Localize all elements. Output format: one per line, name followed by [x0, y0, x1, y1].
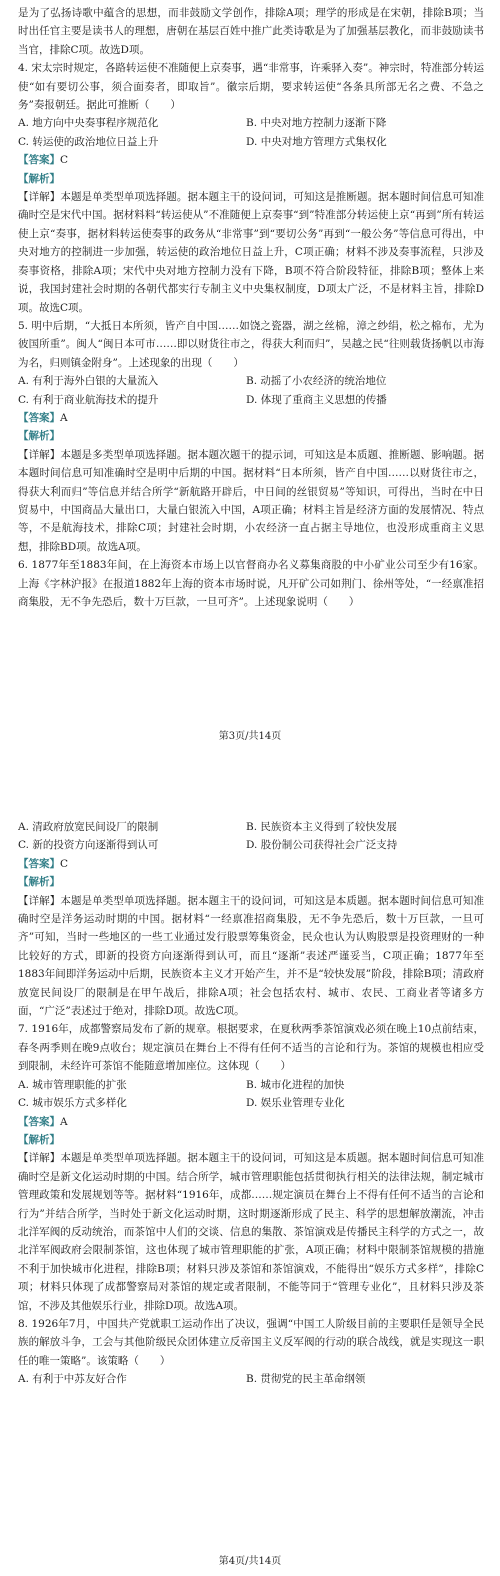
- q6-stem: 6. 1877年至1883年间，在上海资本市场上以官督商办名义募集商股的中小矿业公司至少有16家。上海《字林沪报》在报道1882年上海的资本市场时说，凡开矿公司如荆门、徐州等处，“一经禀准招商集股，无不争先恐后，数十万巨款，一旦可齐”。上述现象说明（ ）: [18, 559, 484, 608]
- q4-option-c[interactable]: C. 转运使的政治地位日益上升: [18, 135, 159, 148]
- page-3-content: [18, 4, 484, 611]
- answer-label: 【答案】: [18, 154, 60, 167]
- q5-option-c[interactable]: C. 有利于商业航海技术的提升: [18, 393, 159, 406]
- q7-detail: 【详解】本题是单类型单项选择题。据本题主干的设问词，可知这是本质题。据本题时间信息可知准确时空是新文化运动时期的中国。结合所学，城市管理职能包括贯彻执行相关的法律法规，制定城市管理政策和发展规划等等。据材料“1916年，成都……规定演员在舞台上不得有任何不适当的言论和行为”并结合所学，当时处于新文化运动时期，这时期逐渐形成了民主、科学的思想解放潮流，冲击北洋军阀的反动统治，而茶馆中人们的交谈、信息的集散、茶馆演戏是传播民主科学的方式之一，故北洋军阀政府会限制茶馆，这也体现了城市管理职能的扩张，A项正确；材料中限制茶馆规模的措施不利于加快城市化进程，排除B项；材料只涉及茶馆和茶馆演戏，不能得出“娱乐方式多样”，排除C项；材料只体现了成都警察局对茶馆的规定或者限制，不能等同于“管理专业化”，且材料只涉及茶馆，不涉及其他娱乐行业，排除D项。故选A项。: [18, 1152, 484, 1312]
- q7-option-a[interactable]: A. 城市管理职能的扩张: [18, 1078, 127, 1091]
- q5-answer-value: A: [60, 411, 68, 424]
- q6-options: [18, 818, 484, 855]
- q4-options: [18, 114, 484, 151]
- q6-option-a[interactable]: A. 清政府放宽民间设厂的限制: [18, 821, 159, 833]
- q6-answer: [18, 855, 484, 873]
- answer-label: 【答案】: [18, 1115, 60, 1128]
- page-separator: [0, 760, 500, 790]
- q7-option-c[interactable]: C. 城市娱乐方式多样化: [18, 1097, 127, 1110]
- q4-analysis-label: 【解析】: [18, 172, 60, 185]
- answer-label: 【答案】: [18, 857, 60, 870]
- page-footer: 第4页/共14页: [218, 1556, 282, 1567]
- q8-stem: 8. 1926年7月，中国共产党就职工运动作出了决议，强调“中国工人阶级目前的主要职任是领导全民族的解放斗争，工会与其他阶级民众团体建立反帝国主义反军阀的行动的联合战线，就是实现这一职任的唯一策略”。该策略（ ）: [18, 1317, 484, 1367]
- page-3: [0, 0, 500, 760]
- q5-option-a[interactable]: A. 有利于海外白银的大量流入: [18, 375, 159, 388]
- q7-stem: 7. 1916年，成都警察局发布了新的规章。根据要求，在夏秋两季茶馆演戏必须在晚上10点前结束，春冬两季则在晚9点收台；规定演员在舞台上不得有任何不适当的言论和行为。茶馆的规模也相应受到限制，未经许可茶馆不能随意增加座位。这体现（ ）: [18, 1023, 484, 1073]
- q4-answer-value: C: [60, 154, 69, 167]
- q5-answer: [18, 409, 484, 427]
- q8-option-b[interactable]: B. 贯彻党的民主革命纲领: [246, 1373, 366, 1386]
- q4-detail: 【详解】本题是单类型单项选择题。据本题主干的设问词，可知这是推断题。据本题时间信息可知准确时空是宋代中国。据材料料“转运使从”不准随便上京奏事“到”特准部分转运使上京“再到”所有转运使上京“奏事，据材料转运使奏事的政务从“非常事”到“要切公务”再到“一般公务”等信息可得出，中央对地方的控制进一步加强，转运使的政治地位日益上升，C项正确；材料不涉及奏事流程，只涉及奏事资格，排除A项；宋代中央对地方控制力没有下降，B项不符合阶段特征，排除B项；整体上来说，我国封建社会时期的各朝代都实行专制主义中央集权制度，D项太广泛，不是材料主旨，排除D项。故选C项。: [18, 191, 484, 314]
- q8-options: [18, 1370, 484, 1388]
- q6-answer-value: C: [60, 857, 69, 870]
- q4-option-a[interactable]: A. 地方向中央奏事程序规范化: [18, 117, 159, 130]
- q5-option-d[interactable]: D. 体现了重商主义思想的传播: [246, 393, 387, 406]
- q4-option-d[interactable]: D. 中央对地方管理方式集权化: [246, 135, 387, 148]
- q6-analysis-label: 【解析】: [18, 876, 60, 889]
- q5-option-b[interactable]: B. 动摇了小农经济的统治地位: [246, 375, 387, 388]
- q7-option-d[interactable]: D. 娱乐业管理专业化: [246, 1097, 345, 1110]
- answer-label: 【答案】: [18, 411, 60, 424]
- page-footer: 第3页/共14页: [218, 731, 282, 742]
- q5-analysis-label: 【解析】: [18, 430, 60, 443]
- page-4: [0, 790, 500, 1576]
- q6-detail: 【详解】本题是单类型单项选择题。据本题主干的设问词，可知这是本质题。据本题时间信息可知准确时空是洋务运动时期的中国。据材料“一经禀准招商集股，无不争先恐后，数十万巨款，一旦可齐”可知，当时一些地区的一些工业通过发行股票筹集资金，民众也认为认购股票是投资理财的一种比较好的方式，即新的投资方向逐渐得到认可，而且“逐渐”表述严谨妥当，C项正确；1877年至1883年间即洋务运动中后期，民族资本主义才开始产生，并不是“较快发展”阶段，排除B项；清政府放宽民间设厂的限制是在甲午战后，排除A项；社会包括农村、城市、农民、工商业者等诸多方面，“广泛”表述过于绝对，排除D项。故选C项。: [18, 894, 484, 1018]
- q4-option-b[interactable]: B. 中央对地方控制力逐渐下降: [246, 117, 387, 130]
- q4-stem: 4. 宋太宗时规定，各路转运使不准随便上京奏事，遇“非常事，许乘驿入奏”。神宗时，特准部分转运使“如有要切公事，须合面奏者，即取旨”。徽宗后期，要求转运使“各条具所部无名之费、不急之务”奏报朝廷。据此可推断（ ）: [18, 62, 484, 112]
- q5-stem: 5. 明中后期，“大抵日本所须，皆产自中国……如饶之瓷器，湖之丝棉，漳之纱绢，松之棉布，尤为彼国所重”。闽人“闽日本可市……即以财货往市之，得获大利而归”，吴越之民“往则载货扬帆以市海为名，归则镇金附身”。上述现象的出现（ ）: [18, 319, 484, 369]
- q3-analysis-tail: 是为了弘扬诗歌中蕴含的思想，而非鼓励文学创作，排除A项；理学的形成是在宋朝，排除B项；当时出任官主要是读书人的理想，唐朝在基层百姓中推广此类诗歌是为了加强基层教化，而非鼓励读书当官，排除C项。故选D项。: [18, 7, 484, 56]
- q5-options: [18, 372, 484, 409]
- page-4-content: [18, 818, 484, 1389]
- q7-option-b[interactable]: B. 城市化进程的加快: [246, 1078, 345, 1091]
- q7-analysis-label: 【解析】: [18, 1133, 60, 1146]
- q6-option-c[interactable]: C. 新的投资方向逐渐得到认可: [18, 839, 159, 852]
- q4-answer: [18, 151, 484, 169]
- q6-option-b[interactable]: B. 民族资本主义得到了较快发展: [246, 821, 397, 833]
- q8-option-a[interactable]: A. 有利于中苏友好合作: [18, 1373, 127, 1386]
- q6-option-d[interactable]: D. 股份制公司获得社会广泛支持: [246, 839, 398, 852]
- q7-answer-value: A: [60, 1115, 68, 1128]
- q7-options: [18, 1076, 484, 1113]
- q7-answer: [18, 1113, 484, 1131]
- q5-detail: 【详解】本题是多类型单项选择题。据本题次题干的提示词，可知这是本质题、推断题、影响题。据本题时间信息可知准确时空是明中后期的中国。据材料“日本所须，皆产自中国……以财货往市之，得获大利而归”等信息并结合所学“新航路开辟后，中日间的丝银贸易”等知识，可得出，当时在中日贸易中，中国商品大量出口，大量白银流入中国，A项正确；材料主旨是经济方面的发展情况、特点等，不是航海技术，排除C项；封建社会时期，小农经济一直占据主导地位，也没形成重商主义思想，排除BD项。故选A项。: [18, 448, 484, 553]
